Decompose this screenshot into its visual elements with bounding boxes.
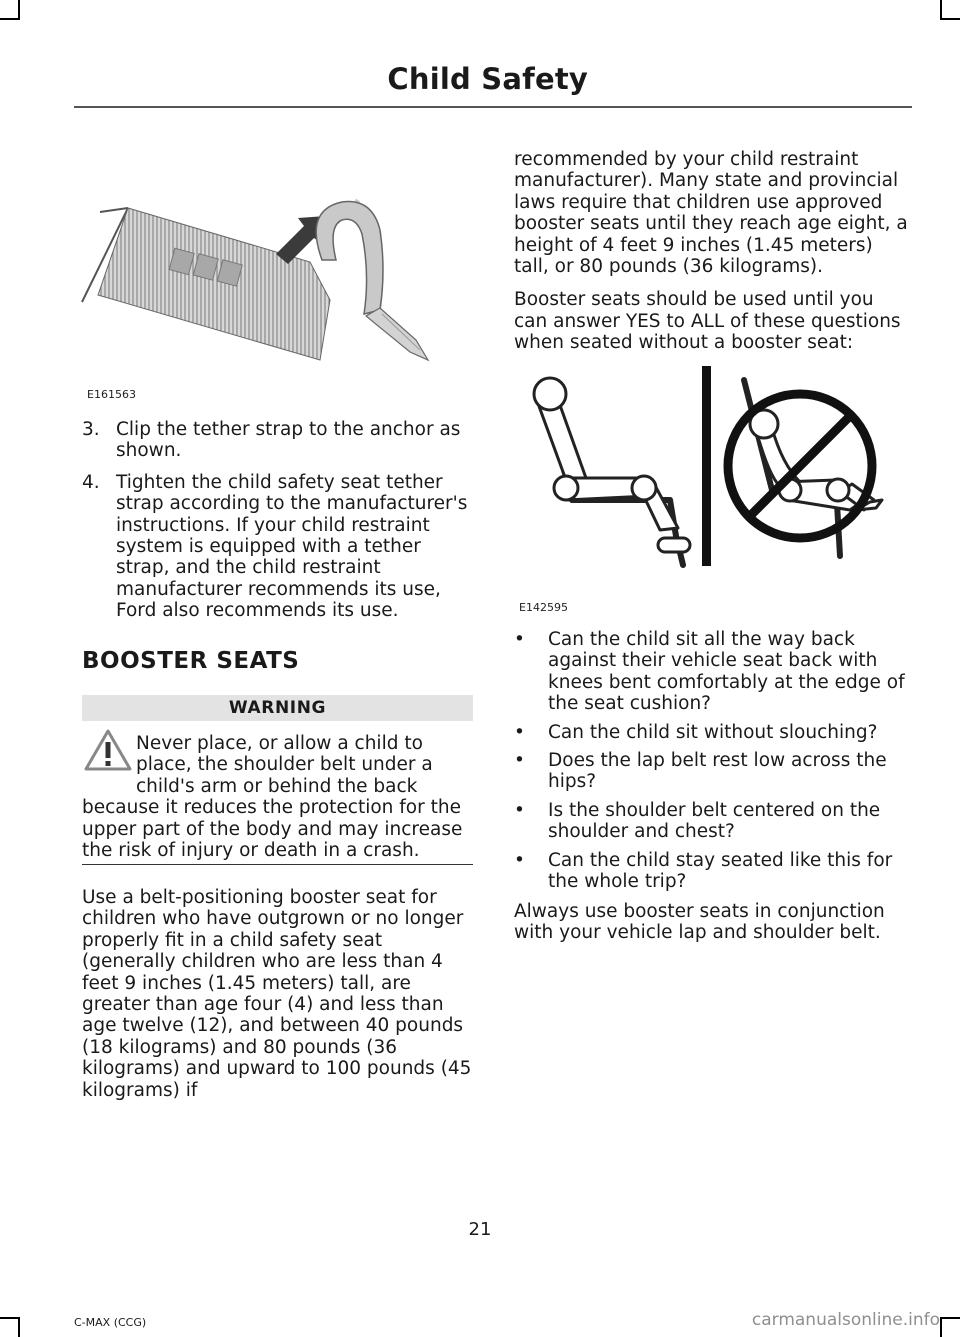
crop-mark xyxy=(0,18,20,20)
warning-text-block xyxy=(82,733,475,861)
question-list xyxy=(514,629,914,899)
tether-anchor-illustration xyxy=(80,190,470,370)
list-item xyxy=(514,850,914,893)
step-text: Tighten the child safety seat tether strap according to the manufacturer's instructions. If your child restraint system is equipped with a tether strap, and the child restraint manufacturer recommends its use, Ford also recommends its use. xyxy=(116,471,468,622)
question-text: Is the shoulder belt centered on the shoulder and chest? xyxy=(548,799,881,843)
seating-position-illustration xyxy=(520,360,900,570)
crop-mark xyxy=(940,18,960,20)
list-item xyxy=(514,722,914,743)
step-number: 4. xyxy=(82,471,100,493)
bullet-glyph: • xyxy=(514,849,525,871)
question-text: Can the child sit all the way back against their vehicle seat back with knees bent comfortably at the edge of the seat cushion? xyxy=(548,629,905,715)
header-divider xyxy=(74,106,912,108)
page-number: 21 xyxy=(468,1219,492,1240)
section-heading: BOOSTER SEATS xyxy=(82,648,300,674)
list-item xyxy=(514,750,914,793)
body-right-bottom xyxy=(514,901,910,956)
step-number: 3. xyxy=(82,419,100,440)
paragraph: Booster seats should be used until you can answer YES to ALL of these questions when seated without a booster seat: xyxy=(514,289,901,354)
crop-mark xyxy=(0,1317,20,1319)
step-list xyxy=(82,419,474,632)
warning-icon-spacer xyxy=(82,733,136,793)
step-text: Clip the tether strap to the anchor as shown. xyxy=(116,419,461,462)
bullet-glyph: • xyxy=(514,799,525,821)
list-item xyxy=(514,629,914,715)
bullet-glyph: • xyxy=(514,629,525,650)
watermark: carmanualsonline.info xyxy=(751,1310,940,1330)
list-item xyxy=(514,800,914,843)
page-title: Child Safety xyxy=(387,62,588,96)
crop-mark xyxy=(940,0,942,18)
bullet-glyph: • xyxy=(514,750,525,772)
figure-id: E161563 xyxy=(87,388,136,401)
question-text: Can the child stay seated like this for the whole trip? xyxy=(548,849,893,893)
body-left xyxy=(82,887,475,1113)
paragraph: Use a belt-positioning booster seat for children who have outgrown or no longer properly fit in a child safety seat (generally children who are less than 4 feet 9 inches (1.45 meters) tall, are greater than age four (4) and less than age twelve (12), and between 40 pounds (18 kilograms) and 80 pounds (36 kilograms) and upward to 100 pounds (45 kilograms) if xyxy=(82,887,472,1101)
warning-text: Never place, or allow a child to place, the shoulder belt under a child's arm or behind the back because it reduces the protection for the upper part of the body and may increase the risk of injury or death in a crash. xyxy=(82,733,463,862)
question-text: Does the lap belt rest low across the hips? xyxy=(548,750,887,793)
crop-mark xyxy=(18,0,20,18)
footer-model: C-MAX (CCG) xyxy=(74,1316,147,1329)
list-item xyxy=(82,472,474,622)
crop-mark xyxy=(940,1317,942,1337)
bullet-glyph: • xyxy=(514,721,525,743)
crop-mark xyxy=(940,1317,960,1319)
paragraph: Always use booster seats in conjunction with your vehicle lap and shoulder belt. xyxy=(514,901,885,944)
question-text: Can the child sit without slouching? xyxy=(548,721,878,743)
paragraph: recommended by your child restraint manufacturer). Many state and provincial laws require that children use approved booster seats until they reach age eight, a height of 4 feet 9 inches (1.45 meters) tall, or 80 pounds (36 kilograms). xyxy=(514,149,908,278)
figure-id: E142595 xyxy=(519,601,568,614)
body-right-top xyxy=(514,149,910,366)
list-item xyxy=(82,419,474,462)
crop-mark xyxy=(18,1317,20,1337)
warning-divider xyxy=(82,864,473,865)
warning-label: WARNING xyxy=(82,695,473,721)
